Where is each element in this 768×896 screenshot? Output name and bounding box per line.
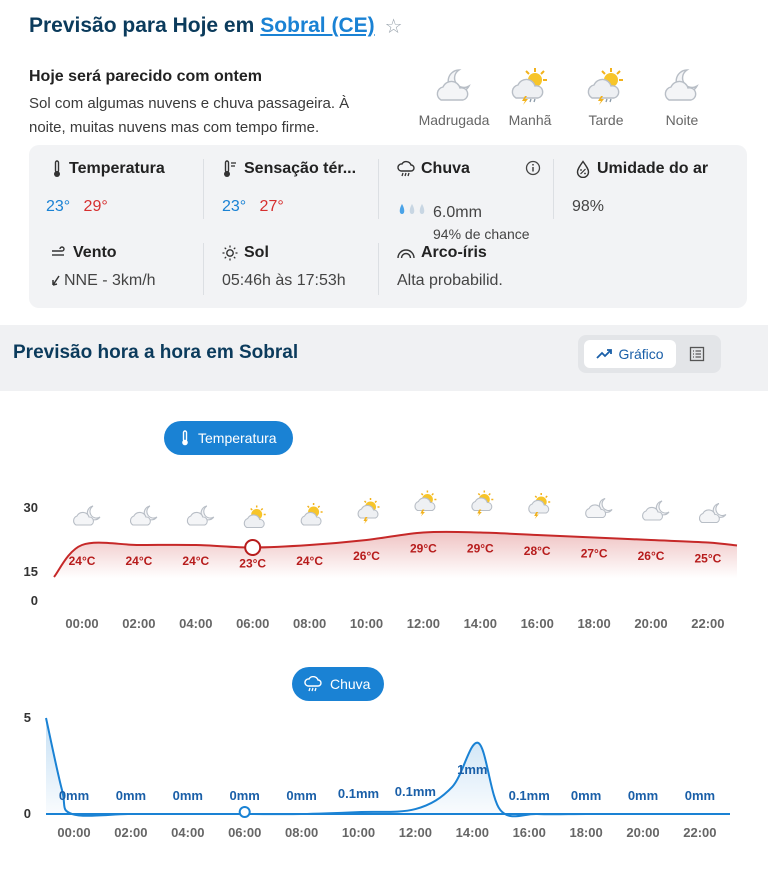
temperature-data-label: 27°C bbox=[580, 546, 608, 561]
sun-value: 05:46h às 17:53h bbox=[222, 272, 346, 289]
period-label: Madrugada bbox=[418, 112, 490, 128]
rain-cell bbox=[397, 160, 543, 242]
details-card bbox=[29, 145, 747, 308]
x-tick-label: 18:00 bbox=[577, 616, 611, 631]
x-tick-label: 22:00 bbox=[691, 616, 725, 631]
x-tick-label: 00:00 bbox=[57, 825, 91, 840]
x-tick-label: 04:00 bbox=[171, 825, 205, 840]
rainbow-value: Alta probabilid. bbox=[397, 272, 503, 289]
temperature-data-label: 25°C bbox=[694, 551, 722, 566]
x-tick-label: 18:00 bbox=[569, 825, 603, 840]
temperature-chart bbox=[0, 470, 768, 640]
feels-like-min: 23° bbox=[222, 198, 247, 215]
moon-cloud-icon bbox=[643, 501, 669, 520]
period-label: Noite bbox=[665, 112, 699, 128]
feels-like-max: 27° bbox=[259, 198, 284, 215]
y-tick-label: 0 bbox=[23, 806, 31, 821]
x-tick-label: 20:00 bbox=[626, 825, 660, 840]
rain-data-label: 0mm bbox=[229, 788, 260, 803]
sun-cloud-storm-icon bbox=[358, 498, 379, 524]
rain-data-label: 0mm bbox=[627, 788, 659, 803]
temperature-data-label: 28°C bbox=[523, 544, 551, 558]
period-label: Manhã bbox=[508, 112, 552, 128]
temperature-data-label: 29°C bbox=[409, 541, 437, 556]
current-hour-marker bbox=[240, 807, 250, 817]
rain-data-label: 0.1mm bbox=[337, 786, 380, 801]
rainbow-cell bbox=[397, 244, 503, 290]
x-tick-label: 02:00 bbox=[114, 825, 148, 840]
rain-pill-label: Chuva bbox=[330, 676, 371, 692]
rain-data-label: 0mm bbox=[286, 788, 317, 803]
moon-cloud-icon bbox=[131, 506, 157, 525]
period-manha bbox=[490, 66, 570, 128]
temperature-data-label: 29°C bbox=[466, 541, 494, 556]
x-tick-label: 16:00 bbox=[520, 616, 554, 631]
temperature-data-label: 24°C bbox=[125, 554, 153, 568]
rainbow-icon bbox=[397, 247, 415, 259]
info-icon[interactable] bbox=[525, 160, 541, 176]
temperature-pill-label: Temperatura bbox=[198, 430, 277, 446]
temperature-data-label: 24°C bbox=[68, 554, 96, 568]
wind-label: Vento bbox=[73, 244, 117, 261]
y-tick-label: 30 bbox=[23, 500, 38, 515]
x-tick-label: 08:00 bbox=[284, 825, 319, 840]
rain-data-label: 0mm bbox=[58, 788, 90, 803]
humidity-value: 98% bbox=[572, 198, 605, 215]
moon-cloud-icon bbox=[187, 506, 213, 525]
page-title bbox=[29, 12, 403, 40]
temperature-data-label: 24°C bbox=[296, 554, 324, 568]
sun-cloud-icon bbox=[301, 503, 322, 525]
sun-cloud-storm-icon bbox=[509, 66, 551, 106]
wind-icon bbox=[51, 246, 67, 260]
x-tick-label: 14:00 bbox=[455, 825, 489, 840]
temperature-cell bbox=[46, 160, 165, 216]
temperature-data-label: 23°C bbox=[239, 556, 267, 571]
x-tick-label: 20:00 bbox=[634, 616, 668, 631]
period-madrugada bbox=[414, 66, 494, 128]
temperature-data-label: 26°C bbox=[637, 549, 665, 563]
x-tick-label: 04:00 bbox=[179, 616, 213, 631]
sun-cloud-storm-icon bbox=[472, 491, 493, 517]
sun-cloud-storm-icon bbox=[529, 493, 550, 519]
x-tick-label: 02:00 bbox=[122, 616, 156, 631]
temperature-data-label: 26°C bbox=[353, 549, 380, 563]
rain-data-label: 0mm bbox=[115, 788, 147, 803]
temperature-label: Temperatura bbox=[69, 160, 165, 177]
city-link[interactable]: Sobral (CE) bbox=[260, 14, 375, 37]
thermometer-icon bbox=[180, 430, 190, 446]
sun-label: Sol bbox=[244, 244, 269, 261]
rain-data-label: 0mm bbox=[570, 788, 602, 803]
sun-cell bbox=[222, 244, 346, 290]
sun-cloud-icon bbox=[244, 506, 265, 528]
y-tick-label: 5 bbox=[23, 710, 31, 725]
rain-drops-icon bbox=[397, 202, 429, 216]
rain-data-label: 1mm bbox=[457, 762, 488, 777]
temperature-chart-pill[interactable] bbox=[164, 421, 293, 455]
x-tick-label: 10:00 bbox=[341, 825, 376, 840]
y-tick-label: 15 bbox=[23, 564, 38, 579]
feels-like-thermometer-icon bbox=[222, 160, 238, 178]
temperature-max: 29° bbox=[83, 198, 108, 215]
title-prefix: Previsão para Hoje em bbox=[29, 14, 255, 37]
summary-text: Sol com algumas nuvens e chuva passageira. À noite, muitas nuvens mas com tempo firme. bbox=[29, 95, 350, 136]
y-tick-label: 0 bbox=[30, 593, 38, 608]
x-tick-label: 10:00 bbox=[349, 616, 384, 631]
moon-cloud-icon bbox=[700, 504, 726, 523]
list-icon bbox=[689, 346, 705, 362]
x-tick-label: 22:00 bbox=[683, 825, 717, 840]
feels-like-cell bbox=[222, 160, 356, 216]
period-tarde bbox=[566, 66, 646, 128]
humidity-cell bbox=[572, 160, 709, 216]
moon-cloud-icon bbox=[661, 66, 703, 106]
rain-chart-pill[interactable] bbox=[292, 667, 384, 701]
x-tick-label: 16:00 bbox=[512, 825, 546, 840]
moon-cloud-icon bbox=[74, 506, 100, 525]
rain-label: Chuva bbox=[421, 160, 470, 177]
rain-cloud-icon bbox=[397, 160, 415, 178]
moon-cloud-icon bbox=[586, 499, 612, 518]
sun-cloud-storm-icon bbox=[415, 491, 436, 517]
period-label: Tarde bbox=[588, 112, 624, 128]
rain-amount: 6.0mm bbox=[433, 204, 482, 221]
temperature-data-label: 24°C bbox=[182, 554, 210, 568]
x-tick-label: 08:00 bbox=[292, 616, 327, 631]
star-outline-icon[interactable]: ☆ bbox=[384, 15, 403, 38]
hourly-title: Previsão hora a hora em Sobral bbox=[13, 342, 299, 363]
sun-icon bbox=[222, 245, 238, 261]
moon-cloud-icon bbox=[433, 66, 475, 106]
feels-like-label: Sensação tér... bbox=[244, 160, 357, 177]
period-noite bbox=[642, 66, 722, 128]
rainbow-label: Arco-íris bbox=[421, 244, 487, 261]
x-tick-label: 14:00 bbox=[463, 616, 497, 631]
temperature-min: 23° bbox=[46, 198, 71, 215]
sun-cloud-storm-icon bbox=[585, 66, 627, 106]
humidity-label: Umidade do ar bbox=[597, 160, 709, 177]
x-tick-label: 06:00 bbox=[228, 825, 262, 840]
chart-view-label: Gráfico bbox=[618, 346, 664, 362]
rain-chance: 94% de chance bbox=[433, 226, 530, 242]
rain-cloud-icon bbox=[304, 676, 322, 692]
rain-data-label: 0.1mm bbox=[508, 788, 550, 803]
rain-data-label: 0.1mm bbox=[394, 784, 437, 799]
rain-chart bbox=[0, 700, 768, 850]
thermometer-icon bbox=[51, 160, 63, 178]
x-tick-label: 00:00 bbox=[65, 616, 99, 631]
wind-cell bbox=[51, 244, 156, 290]
x-tick-label: 12:00 bbox=[398, 825, 433, 840]
x-tick-label: 06:00 bbox=[236, 616, 270, 631]
humidity-drop-icon bbox=[575, 160, 591, 178]
current-hour-marker bbox=[245, 540, 260, 555]
chart-view-button[interactable] bbox=[584, 340, 676, 368]
trend-line-icon bbox=[596, 348, 612, 360]
summary-heading: Hoje será parecido com ontem bbox=[29, 68, 262, 85]
wind-value: NNE - 3km/h bbox=[64, 272, 156, 289]
rain-data-label: 0mm bbox=[172, 788, 203, 803]
rain-data-label: 0mm bbox=[684, 788, 716, 803]
list-view-button[interactable] bbox=[684, 342, 710, 366]
wind-direction-arrow-icon bbox=[51, 275, 61, 287]
x-tick-label: 12:00 bbox=[406, 616, 441, 631]
